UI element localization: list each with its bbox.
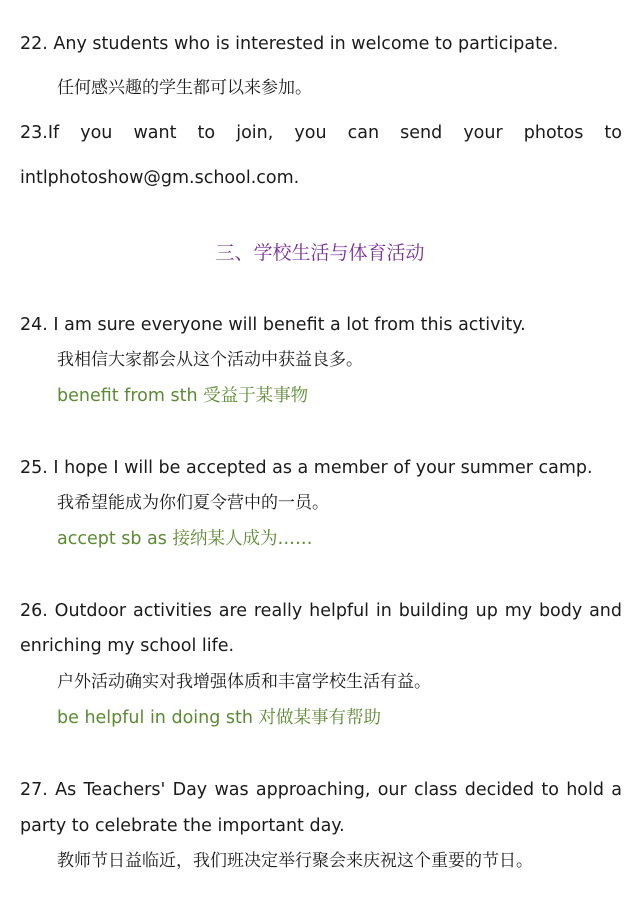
sentence-22-english: 22. Any students who is interested in welcome to participate. [20, 34, 559, 54]
sentence-27-english-line2: party to celebrate the important day. [20, 816, 345, 836]
sentence-24-phrase-note: benefit from sth 受益于某事物 [57, 386, 309, 406]
sentence-27-english-line1: 27. As Teachers' Day was approaching, our class decided to hold a [20, 780, 622, 800]
sentence-25-chinese: 我希望能成为你们夏令营中的一员。 [57, 493, 329, 513]
sentence-26-phrase-note: be helpful in doing sth 对做某事有帮助 [57, 708, 382, 728]
sentence-25-phrase-note: accept sb as 接纳某人成为…… [57, 529, 313, 549]
sentence-26-english-line1: 26. Outdoor activities are really helpful in building up my body and [20, 601, 622, 621]
sentence-23-english-line1: 23.If you want to join, you can send your photos to [20, 123, 622, 143]
sentence-25-english: 25. I hope I will be accepted as a member of your summer camp. [20, 458, 593, 478]
section-heading: 三、学校生活与体育活动 [215, 242, 425, 264]
sentence-26-english-line2: enriching my school life. [20, 636, 235, 656]
sentence-26-chinese: 户外活动确实对我增强体质和丰富学校生活有益。 [57, 672, 431, 692]
sentence-24-chinese: 我相信大家都会从这个活动中获益良多。 [57, 350, 363, 370]
sentence-27-chinese: 教师节日益临近，我们班决定举行聚会来庆祝这个重要的节日。 [57, 851, 533, 871]
sentence-24-english: 24. I am sure everyone will benefit a lot from this activity. [20, 315, 526, 335]
sentence-23-english-line2: intlphotoshow@gm.school.com. [20, 168, 300, 188]
sentence-22-chinese: 任何感兴趣的学生都可以来参加。 [57, 78, 312, 98]
